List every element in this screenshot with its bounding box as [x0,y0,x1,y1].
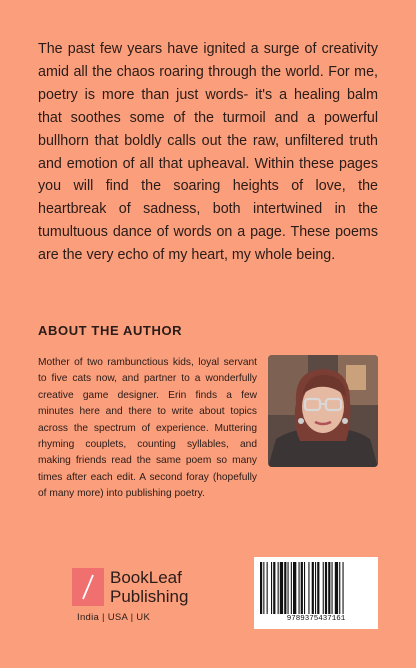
back-cover-blurb: The past few years have ignited a surge of creativity amid all the chaos roaring through the world. For me, poetry is more than just words- it's a healing balm that soothes some of the turmoil and a powerful bullhorn that boldly calls out the raw, unfiltered truth and emotion of all that upheaval. Within these pages you will find the soaring heights of love, the heartbreak of sadness, both intertwined in the tumultuous dance of words on a page. These poems are the very echo of my heart, my whole being. [38,41,378,264]
publisher-logo [72,568,189,608]
about-author-text: Mother of two rambunctious kids, loyal servant to five cats now, and partner to a wonderfully creative game designer. Erin finds a few minutes here and there to write about topics across the spectrum of experience. Muttering rhyming couplets, counting syllables, and making friends read the same poem so many times after each edit. A second foray (hopefully of many more) into publishing poetry. [38,357,257,500]
isbn-number: 9789375437161 [286,615,346,623]
barcode-bars [260,562,372,614]
publisher-countries: India | USA | UK [77,612,151,623]
publisher-name-line1: BookLeaf [110,568,182,587]
bookleaf-logo-icon [72,568,104,606]
publisher-name [110,568,188,606]
publisher-name-line2: Publishing [110,587,189,606]
about-author-heading: ABOUT THE AUTHOR [38,323,183,338]
author-photo [268,355,378,467]
isbn-barcode [254,557,378,629]
